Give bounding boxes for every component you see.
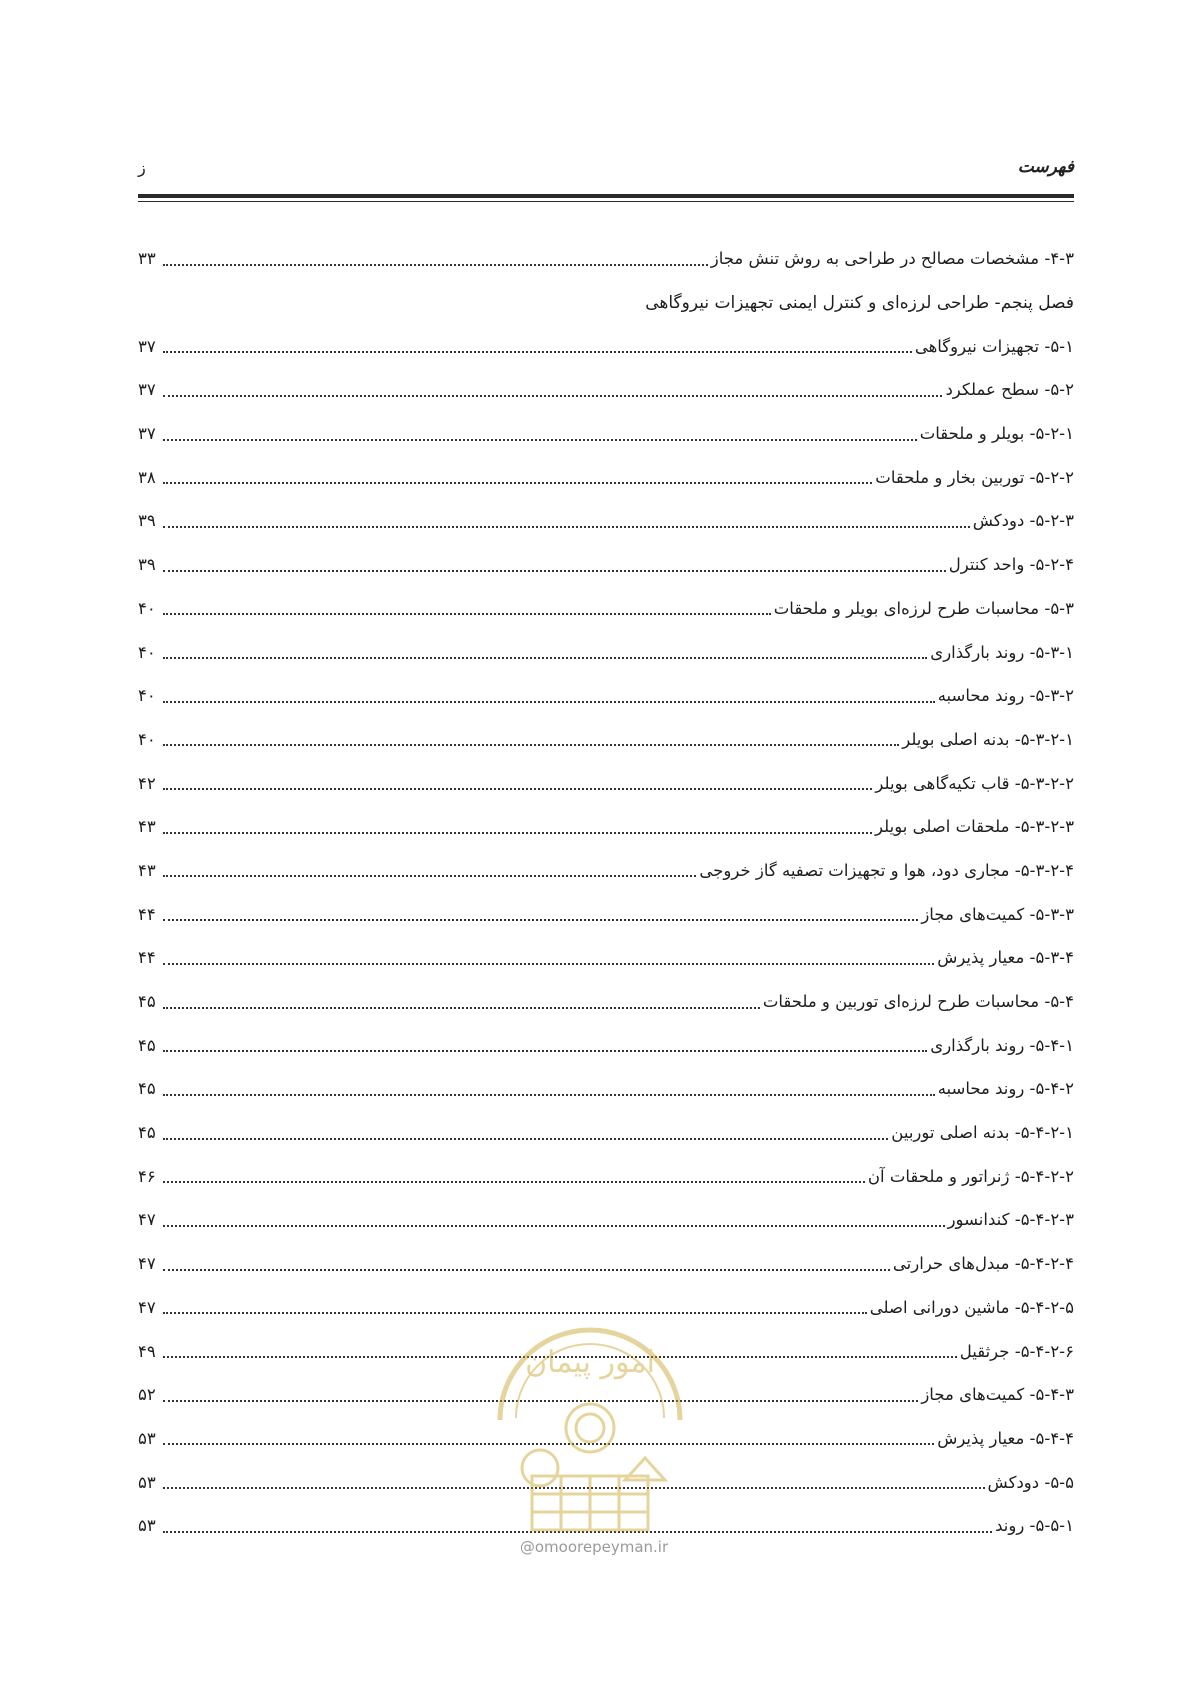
dot-leader <box>163 1179 865 1183</box>
toc-entry-page: ۴۵ <box>138 992 156 1012</box>
toc-entry-page: ۴۲ <box>138 773 156 793</box>
toc-entry-title: ۵-۳-۱- روند بارگذاری <box>930 642 1074 662</box>
toc-entry <box>138 892 1074 936</box>
dot-leader <box>163 917 918 921</box>
toc-entry-page: ۴۳ <box>138 817 156 837</box>
toc-entry <box>138 1242 1074 1286</box>
dot-leader <box>163 1223 945 1227</box>
toc-entry <box>138 324 1074 368</box>
toc-entry-title: ۵-۳-۳- کمیت‌های مجاز <box>921 904 1074 924</box>
toc-entry-page: ۵۳ <box>138 1428 156 1448</box>
header-title: فهرست <box>1017 157 1074 177</box>
dot-leader <box>163 786 872 790</box>
toc-entry-title: ۵-۴-۲-۵- ماشین دورانی اصلی <box>869 1297 1074 1317</box>
dot-leader <box>163 1267 890 1271</box>
toc-entry-title: ۵-۳-۲-۴- مجاری دود، هوا و تجهیزات تصفیه گاز خروجی <box>699 860 1074 880</box>
toc-entry-page: ۴۰ <box>138 729 156 749</box>
toc-entry <box>138 412 1074 456</box>
toc-entry-title: ۵-۳- محاسبات طرح لرزه‌ای بویلر و ملحقات <box>773 598 1074 618</box>
dot-leader <box>163 1136 888 1140</box>
dot-leader <box>163 961 934 965</box>
toc-entry-page: ۴۵ <box>138 1079 156 1099</box>
header-rule-thick <box>138 194 1074 198</box>
header-rule-thin <box>138 201 1074 202</box>
toc-entry-page: ۴۴ <box>138 948 156 968</box>
toc-chapter-heading <box>138 281 1074 325</box>
toc-entry-page: ۳۷ <box>138 424 156 444</box>
toc-entry-page: ۴۷ <box>138 1297 156 1317</box>
toc-entry-title: ۵-۴-۲-۱- بدنه اصلی توربین <box>891 1123 1074 1143</box>
toc-entry-title: ۵-۵-۱- روند <box>995 1516 1074 1536</box>
toc-entry-title: ۵-۵- دودکش <box>987 1472 1074 1492</box>
toc-entry-title: ۵-۳-۲-۱- بدنه اصلی بویلر <box>902 729 1074 749</box>
toc-entry-title: ۵-۴-۴- معیار پذیرش <box>937 1428 1074 1448</box>
toc-entry-page: ۴۰ <box>138 598 156 618</box>
toc-entry-page: ۴۴ <box>138 904 156 924</box>
toc-entry <box>138 761 1074 805</box>
toc-entry-title: ۵-۴- محاسبات طرح لرزه‌ای توربین و ملحقات <box>762 992 1074 1012</box>
toc-entry-title: ۵-۲-۲- توربین بخار و ملحقات <box>875 467 1074 487</box>
toc-entry <box>138 1111 1074 1155</box>
toc-entry <box>138 630 1074 674</box>
dot-leader <box>163 349 912 353</box>
toc-entry-title: ۵-۲-۳- دودکش <box>972 511 1074 531</box>
toc-entry <box>138 368 1074 412</box>
toc-entry <box>138 587 1074 631</box>
svg-text:امور پیمان: امور پیمان <box>525 1345 655 1380</box>
toc-entry-page: ۳۷ <box>138 380 156 400</box>
toc-entry-page: ۳۸ <box>138 467 156 487</box>
dot-leader <box>163 1005 760 1009</box>
toc-entry-page: ۵۲ <box>138 1385 156 1405</box>
toc-entry-title: ۵-۲- سطح عملکرد <box>945 380 1074 400</box>
toc-entry-title: ۵-۲-۱- بویلر و ملحقات <box>919 424 1074 444</box>
toc-entry-title: فصل پنجم- طراحی لرزه‌ای و کنترل ایمنی تجهیزات نیروگاهی <box>645 292 1074 313</box>
toc-entry <box>138 980 1074 1024</box>
watermark-site: omoorepeyman.ir <box>534 1538 669 1556</box>
toc-entry <box>138 543 1074 587</box>
toc-entry <box>138 674 1074 718</box>
toc-entry-page: ۴۹ <box>138 1341 156 1361</box>
toc-entry <box>138 1154 1074 1198</box>
toc-entry-page: ۵۳ <box>138 1516 156 1536</box>
dot-leader <box>163 699 935 703</box>
toc-entry <box>138 1198 1074 1242</box>
toc-entry-title: ۵-۴-۲-۴- مبدل‌های حرارتی <box>892 1254 1074 1274</box>
toc-entry-page: ۴۰ <box>138 686 156 706</box>
toc-entry <box>138 237 1074 281</box>
dot-leader <box>163 568 946 572</box>
dot-leader <box>163 873 696 877</box>
dot-leader <box>163 742 899 746</box>
toc-entry-title: ۵-۴-۲-۶- جرثقیل <box>959 1341 1074 1361</box>
toc-entry-title: ۵-۳-۴- معیار پذیرش <box>937 948 1074 968</box>
toc-entry-title: ۵-۴-۲- روند محاسبه <box>937 1079 1074 1099</box>
toc-entry-title: ۵-۳-۲- روند محاسبه <box>937 686 1074 706</box>
toc-entry-page: ۴۰ <box>138 642 156 662</box>
dot-leader <box>163 437 917 441</box>
toc-entry-page: ۴۷ <box>138 1254 156 1274</box>
toc-entry-title: ۵-۴-۳- کمیت‌های مجاز <box>921 1385 1074 1405</box>
toc-entry-page: ۳۹ <box>138 555 156 575</box>
dot-leader <box>163 1092 935 1096</box>
watermark-site-text: @omoorepeyman.ir <box>519 1538 669 1556</box>
dot-leader <box>163 393 942 397</box>
toc-entry-title: ۵-۲-۴- واحد کنترل <box>948 555 1074 575</box>
toc-entry-title: ۵-۴-۲-۲- ژنراتور و ملحقات آن <box>867 1166 1074 1186</box>
dot-leader <box>163 830 872 834</box>
dot-leader <box>163 480 872 484</box>
toc-entry <box>138 718 1074 762</box>
dot-leader <box>163 524 970 528</box>
dot-leader <box>163 655 927 659</box>
toc-entry <box>138 455 1074 499</box>
header-page-letter: ز <box>138 157 146 177</box>
toc-entry-page: ۳۷ <box>138 336 156 356</box>
toc-entry-title: ۴-۳- مشخصات مصالح در طراحی به روش تنش مجاز <box>710 249 1074 269</box>
toc-entry <box>138 936 1074 980</box>
toc-entry <box>138 849 1074 893</box>
toc-entry <box>138 499 1074 543</box>
toc-entry-page: ۳۹ <box>138 511 156 531</box>
toc-entry-page: ۳۳ <box>138 249 156 269</box>
toc-entry-title: ۵-۴-۲-۳- کندانسور <box>947 1210 1074 1230</box>
dot-leader <box>163 1048 927 1052</box>
dot-leader <box>163 262 708 266</box>
toc-entry <box>138 1067 1074 1111</box>
toc-entry-title: ۵-۳-۲-۳- ملحقات اصلی بویلر <box>875 817 1074 837</box>
toc-entry-page: ۴۷ <box>138 1210 156 1230</box>
toc-entry <box>138 1023 1074 1067</box>
toc-entry-title: ۵-۳-۲-۲- قاب تکیه‌گاهی بویلر <box>875 773 1074 793</box>
toc-entry-page: ۵۳ <box>138 1472 156 1492</box>
toc-entry-title: ۵-۱- تجهیزات نیروگاهی <box>914 336 1074 356</box>
dot-leader <box>163 611 771 615</box>
toc-entry-page: ۴۵ <box>138 1123 156 1143</box>
toc-entry-page: ۴۵ <box>138 1035 156 1055</box>
watermark-logo <box>480 1300 700 1540</box>
toc-entry-page: ۴۶ <box>138 1166 156 1186</box>
toc-entry-title: ۵-۴-۱- روند بارگذاری <box>930 1035 1074 1055</box>
page-header <box>138 152 1074 182</box>
toc-entry-page: ۴۳ <box>138 860 156 880</box>
toc-entry <box>138 805 1074 849</box>
